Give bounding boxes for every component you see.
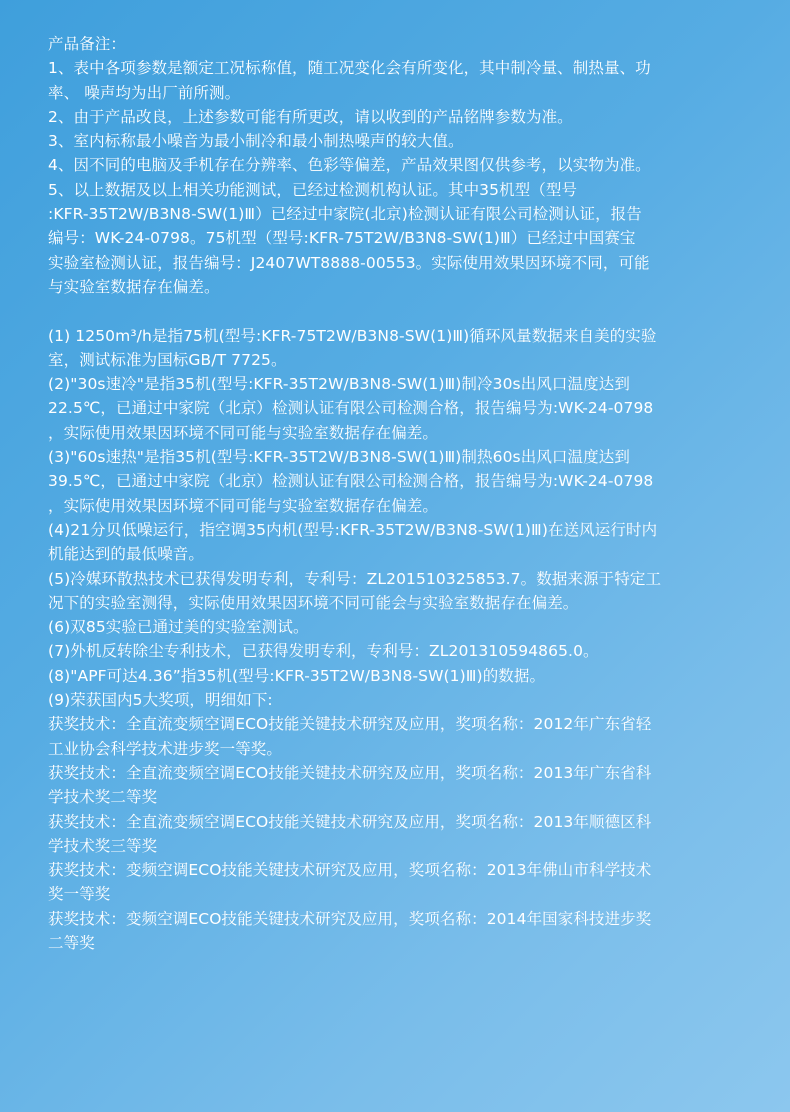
note-line: 1、表中各项参数是额定工况标称值，随工况变化会有所变化，其中制冷量、制热量、功: [48, 59, 651, 78]
award-line: 获奖技术：全直流变频空调ECO技能关键技术研究及应用，奖项名称：2013年广东省科: [48, 763, 652, 782]
footnote-line: 况下的实验室测得，实际使用效果因环境不同可能会与实验室数据存在偏差。: [48, 593, 579, 612]
award-line: 获奖技术：变频空调ECO技能关键技术研究及应用，奖项名称：2013年佛山市科学技术: [48, 861, 652, 880]
award-line: 获奖技术：全直流变频空调ECO技能关键技术研究及应用，奖项名称：2012年广东省轻: [48, 715, 652, 734]
footnote-line: (9)荣获国内5大奖项，明细如下:: [48, 691, 273, 710]
award-line: 工业协会科学技术进步奖一等奖。: [48, 739, 283, 758]
footnote-line: (8)"APF可达4.36”指35机(型号:KFR-35T2W/B3N8-SW(1)Ⅲ)的数据。: [48, 666, 546, 685]
note-line: 率、 噪声均为出厂前所测。: [48, 83, 241, 102]
note-line: 2、由于产品改良，上述参数可能有所更改，请以收到的产品铭牌参数为准。: [48, 107, 573, 126]
footnote-line: (5)冷媒环散热技术已获得发明专利，专利号：ZL201510325853.7。数据来源于特定工: [48, 569, 662, 588]
award-line: 奖一等奖: [48, 885, 111, 904]
footnote-line: 机能达到的最低噪音。: [48, 545, 205, 564]
award-line: 学技术奖二等奖: [48, 788, 158, 807]
award-line: 获奖技术：变频空调ECO技能关键技术研究及应用，奖项名称：2014年国家科技进步奖: [48, 909, 652, 928]
footnote-line: 室，测试标准为国标GB/T 7725。: [48, 350, 287, 369]
note-line: 与实验室数据存在偏差。: [48, 277, 220, 296]
paragraph-spacer: [48, 299, 762, 323]
notes-block-general: [48, 32, 762, 299]
award-line: 学技术奖三等奖: [48, 836, 158, 855]
footnote-line: (2)"30s速冷"是指35机(型号:KFR-35T2W/B3N8-SW(1)Ⅲ)制冷30s出风口温度达到: [48, 375, 630, 394]
product-notes: [48, 32, 762, 955]
note-line: 5、以上数据及以上相关功能测试，已经过检测机构认证。其中35机型（型号: [48, 180, 578, 199]
footnote-line: (6)双85实验已通过美的实验室测试。: [48, 618, 309, 637]
footnote-line: ，实际使用效果因环境不同可能与实验室数据存在偏差。: [48, 423, 439, 442]
note-line: 编号：WK-24-0798。75机型（型号:KFR-75T2W/B3N8-SW(1)Ⅲ）已经过中国赛宝: [48, 229, 636, 248]
notes-block-footnotes: [48, 324, 762, 956]
notes-heading: 产品备注：: [48, 35, 127, 53]
footnote-line: (1) 1250m³/h是指75机(型号:KFR-75T2W/B3N8-SW(1)Ⅲ)循环风量数据来自美的实验: [48, 326, 657, 345]
note-line: :KFR-35T2W/B3N8-SW(1)Ⅲ）已经过中家院(北京)检测认证有限公司检测认证，报告: [48, 205, 642, 224]
note-line: 3、室内标称最小噪音为最小制冷和最小制热噪声的较大值。: [48, 132, 464, 151]
award-line: 二等奖: [48, 933, 95, 952]
note-line: 实验室检测认证，报告编号：J2407WT8888-00553。实际使用效果因环境不同，可能: [48, 253, 650, 272]
footnote-line: ，实际使用效果因环境不同可能与实验室数据存在偏差。: [48, 496, 439, 515]
note-line: 4、因不同的电脑及手机存在分辨率、色彩等偏差，产品效果图仅供参考，以实物为准。: [48, 156, 651, 175]
footnote-line: 22.5℃，已通过中家院（北京）检测认证有限公司检测合格，报告编号为:WK-24-0798: [48, 399, 654, 418]
footnote-line: (4)21分贝低噪运行，指空调35内机(型号:KFR-35T2W/B3N8-SW(1)Ⅲ)在送风运行时内: [48, 520, 658, 539]
award-line: 获奖技术：全直流变频空调ECO技能关键技术研究及应用，奖项名称：2013年顺德区科: [48, 812, 652, 831]
footnote-line: (7)外机反转除尘专利技术，已获得发明专利，专利号：ZL201310594865.0。: [48, 642, 599, 661]
footnote-line: (3)"60s速热"是指35机(型号:KFR-35T2W/B3N8-SW(1)Ⅲ)制热60s出风口温度达到: [48, 448, 630, 467]
footnote-line: 39.5℃，已通过中家院（北京）检测认证有限公司检测合格，报告编号为:WK-24-0798: [48, 472, 654, 491]
